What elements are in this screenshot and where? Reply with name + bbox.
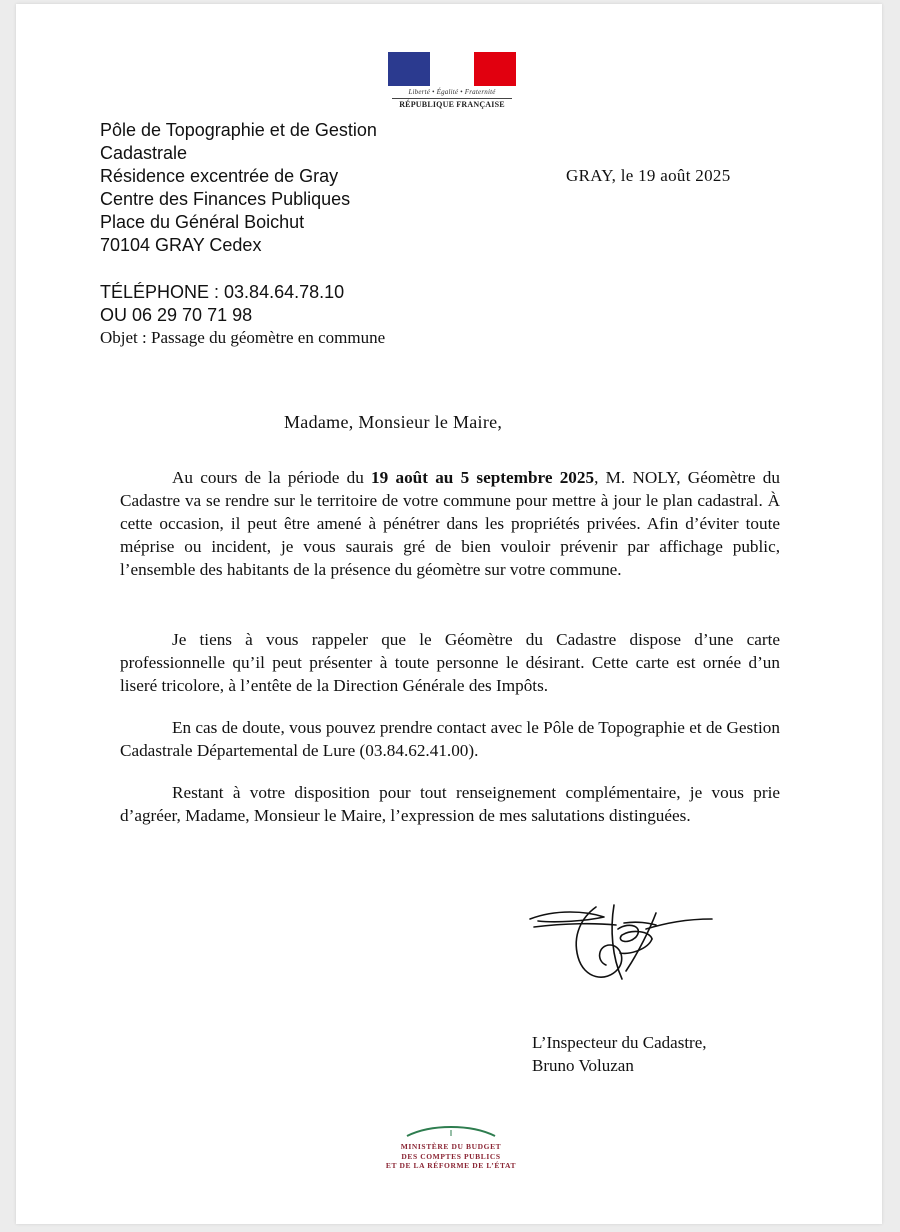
republique-francaise-logo (388, 52, 516, 114)
signatory-title: L’Inspecteur du Cadastre, (532, 1033, 707, 1052)
sender-line: Résidence excentrée de Gray (100, 166, 339, 186)
paragraph-1 (120, 466, 780, 581)
paragraph-1-rest: , M. NOLY, Géomètre du Cadastre va se rendre sur le territoire de votre commune pour mettre à jour le plan cadastral. À cette occasion, il peut être amené à pénétrer dans les propriétés privées. Afin d’éviter toute méprise ou incident, je vous saurais gré de bien vouloir prévenir par affichage public, l’ensemble des habitants de la présence du géomètre sur votre commune. (120, 468, 780, 579)
paragraph-1-start: Au cours de la période du (172, 468, 372, 487)
paragraph-1-dates: 19 août au 5 septembre 2025 (371, 468, 595, 487)
letter-subject: Objet : Passage du géomètre en commune (100, 328, 386, 347)
sender-line: Cadastrale (100, 143, 188, 163)
marianne-flag-icon (388, 52, 516, 86)
letter-page (16, 4, 882, 1224)
sender-line: 70104 GRAY Cedex (100, 235, 262, 255)
handwritten-signature (526, 899, 716, 989)
sender-phone (100, 281, 344, 327)
paragraph-2-text: Je tiens à vous rappeler que le Géomètre du Cadastre dispose d’une carte professionnelle qu’il peut présenter à toute personne le désirant. Cette carte est ornée d’un liseré tricolore, à l’entête de la Direction Générale des Impôts. (120, 630, 780, 695)
letter-date: GRAY, le 19 août 2025 (566, 166, 731, 185)
salutation: Madame, Monsieur le Maire, (284, 412, 503, 432)
ministry-name (366, 1142, 536, 1171)
paragraph-3-text: En cas de doute, vous pouvez prendre contact avec le Pôle de Topographie et de Gestion Cadastrale Départemental de Lure (03.84.62.41.00). (120, 718, 780, 760)
republic-name: RÉPUBLIQUE FRANÇAISE (399, 100, 505, 109)
ministry-line: ET DE LA RÉFORME DE L’ÉTAT (385, 1161, 517, 1170)
ministry-line: MINISTÈRE DU BUDGET (400, 1142, 502, 1151)
phone-line-1: TÉLÉPHONE : 03.84.64.78.10 (100, 282, 345, 302)
paragraph-3 (120, 716, 780, 762)
ministry-arc-icon (401, 1122, 501, 1138)
ministry-logo (366, 1122, 536, 1182)
signatory-name: Bruno Voluzan (532, 1056, 634, 1075)
paragraph-4 (120, 781, 780, 827)
ministry-line: DES COMPTES PUBLICS (401, 1151, 501, 1161)
sender-line: Centre des Finances Publiques (100, 189, 351, 209)
sender-line: Place du Général Boichut (100, 212, 305, 232)
sender-address (100, 119, 377, 257)
republic-motto: Liberté • Égalité • Fraternité (408, 88, 496, 96)
paragraph-2 (120, 628, 780, 697)
logo-divider (392, 98, 512, 99)
paragraph-4-text: Restant à votre disposition pour tout renseignement complémentaire, je vous prie d’agréer, Madame, Monsieur le Maire, l’expression de mes salutations distinguées. (120, 783, 780, 825)
sender-line: Pôle de Topographie et de Gestion (100, 120, 377, 140)
signatory-block (532, 1031, 707, 1077)
phone-line-2: OU 06 29 70 71 98 (100, 305, 253, 325)
